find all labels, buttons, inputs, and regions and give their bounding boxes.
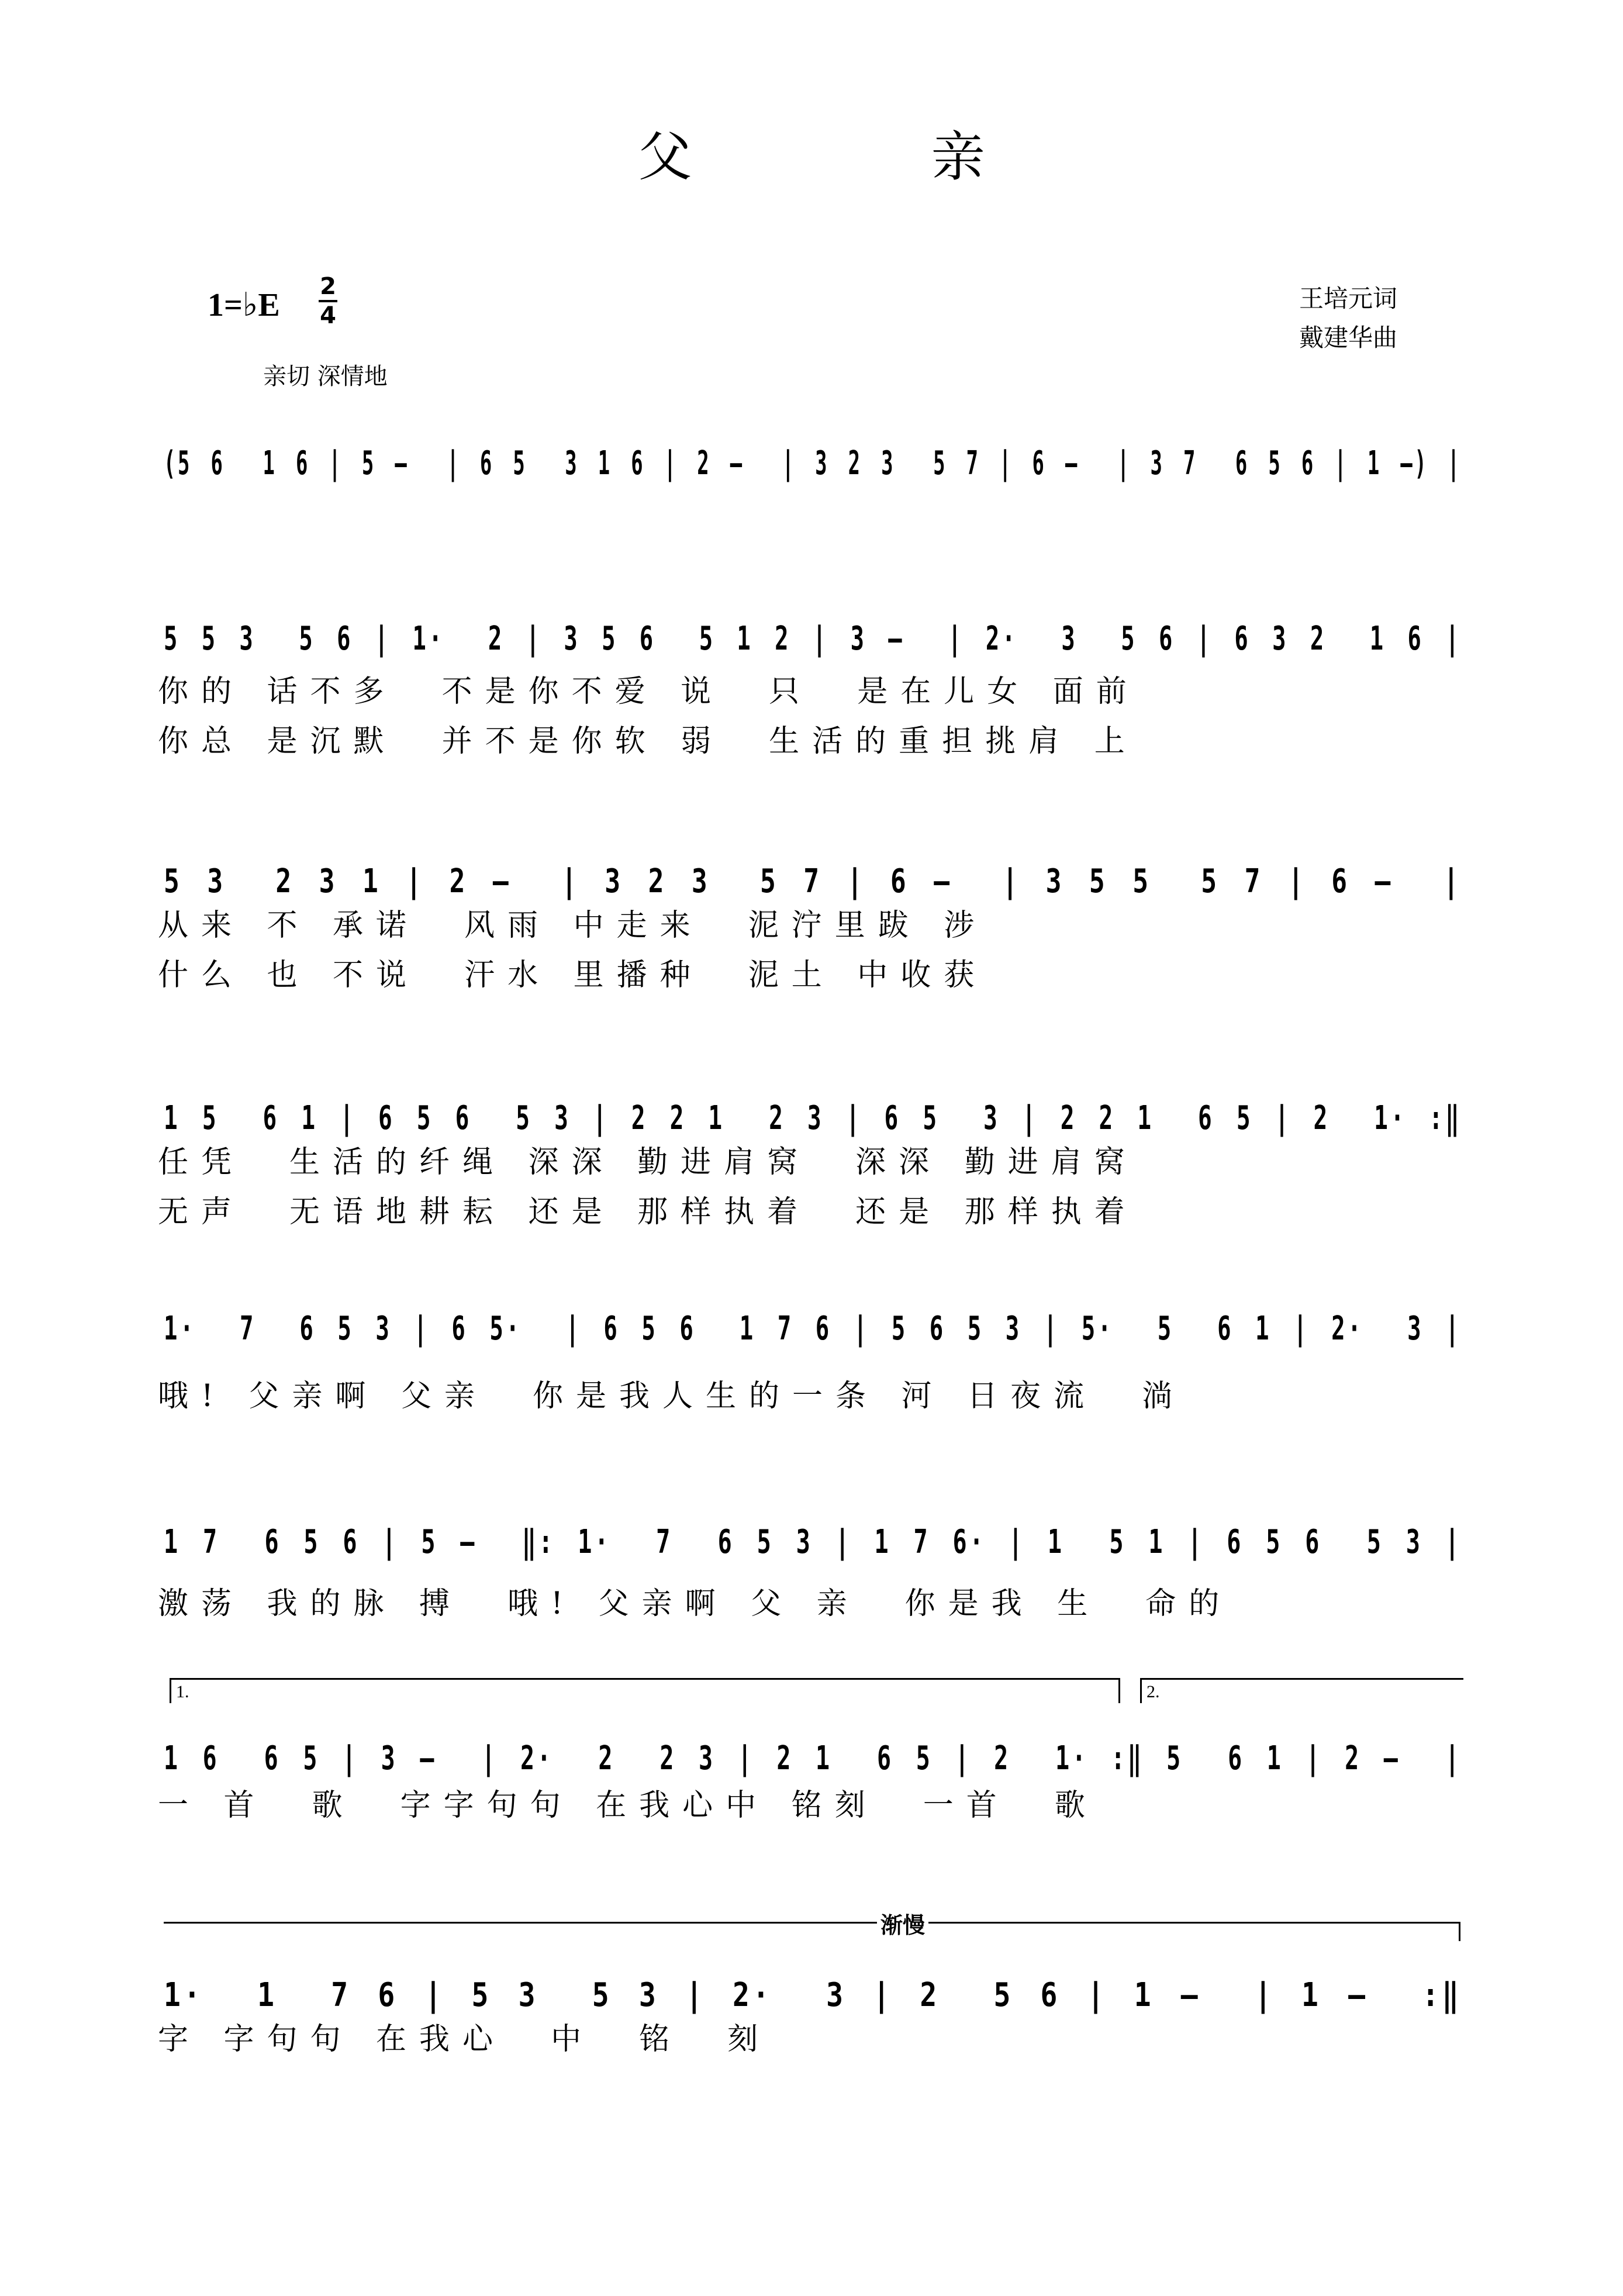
lyrics-verse1-line-6: 激荡 我的脉 搏 哦! 父亲啊 父 亲 你是我 生 命的 [158,1586,1232,1621]
lyrics-verse2-line-3: 什么 也 不说 汗水 里播种 泥土 中收获 [158,958,987,993]
lyrics-verse1-line-8: 字 字句句 在我心 中 铭 刻 [158,2022,771,2057]
lyrics-verse1-line-4: 任凭 生活的纤绳 深深 勤进肩窝 深深 勤进肩窝 [158,1145,1138,1180]
lyrics-verse2-line-2: 你总 是沉默 并不是你软 弱 生活的重担挑肩 上 [158,724,1138,759]
notation-line-6: 1 7 6 5 6 | 5 – ‖: 1· 7 6 5 3 | 1 7 6· | 1 5 1 | 6 5 6 5 3 | [164,1523,1462,1561]
lyrics-verse2-line-4: 无声 无语地耕耘 还是 那样执着 还是 那样执着 [158,1194,1138,1230]
notation-line-2: 5 5 3 5 6 | 1· 2 | 3 5 6 5 1 2 | 3 – | 2· 3 5 6 | 6 3 2 1 6 | [164,620,1462,658]
volta-label-2: 2. [1147,1682,1160,1701]
meter-denominator: 4 [320,302,336,329]
song-title: 父 亲 [638,126,1096,188]
notation-line-7: 1 6 6 5 | 3 – | 2· 2 2 3 | 2 1 6 5 | 2 1· :‖ 5 6 1 | 2 – | [164,1739,1462,1777]
lyrics-verse1-line-2: 你的 话不多 不是你不爱 说 只 是在儿女 面前 [158,674,1139,709]
notation-line-4: 1 5 6 1 | 6 5 6 5 3 | 2 2 1 2 3 | 6 5 3 | 2 2 1 6 5 | 2 1· :‖ [164,1099,1462,1137]
lyricist-credit: 王培元词 [1299,284,1398,313]
volta-bracket-1 [170,1678,1120,1703]
key-signature: 1=♭E [208,287,280,323]
tempo-marking: 亲切 深情地 [263,363,388,390]
notation-line-8: 1· 1 7 6 | 5 3 5 3 | 2· 3 | 2 5 6 | 1 – | 1 – :‖ [164,1976,1462,2014]
meter-numerator: 2 [320,273,336,300]
ritardando-label: 渐慢 [877,1907,928,1939]
lyrics-verse1-line-5: 哦! 父亲啊 父亲 你是我人生的一条 河 日夜流 淌 [158,1379,1186,1414]
ritardando-line [164,1922,1460,1941]
volta-label-1: 1. [176,1682,189,1701]
composer-credit: 戴建华曲 [1299,323,1398,352]
time-signature [319,274,337,329]
notation-line-5: 1· 7 6 5 3 | 6 5· | 6 5 6 1 7 6 | 5 6 5 3 | 5· 5 6 1 | 2· 3 | [164,1310,1462,1348]
volta-bracket-2 [1140,1678,1463,1703]
notation-line-3: 5 3 2 3 1 | 2 – | 3 2 3 5 7 | 6 – | 3 5 5 5 7 | 6 – | [164,862,1462,900]
notation-line-1: (5 6 1 6 | 5 – | 6 5 3 1 6 | 2 – | 3 2 3 5 7 | 6 – | 3 7 6 5 6 | 1 –) | [164,444,1462,482]
lyrics-verse1-line-7: 一 首 歌 字字句句 在我心中 铭刻 一首 歌 [158,1788,1098,1823]
lyrics-verse1-line-3: 从来 不 承诺 风雨 中走来 泥泞里跋 涉 [158,908,987,943]
